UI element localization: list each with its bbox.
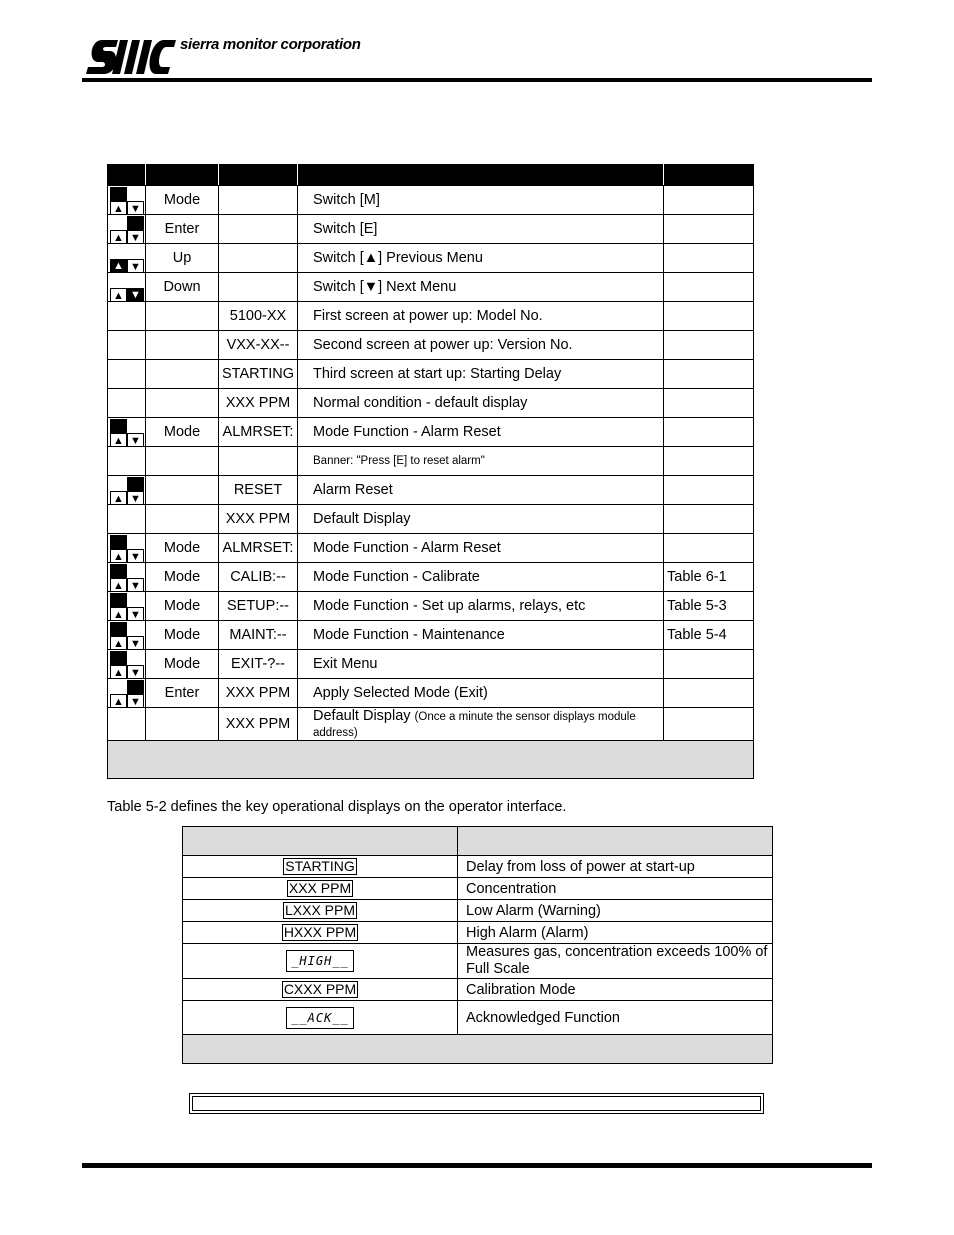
keypad-icon: ▲ ▼ — [109, 622, 145, 650]
display-table-footer — [183, 1035, 773, 1064]
table-row — [108, 389, 754, 418]
description-text: Normal condition - default display — [313, 395, 528, 411]
display-cell: SETUP:-- — [219, 592, 298, 621]
display-cell: ALMRSET: — [219, 418, 298, 447]
menu-table — [107, 164, 754, 779]
description-text: Mode Function - Calibrate — [313, 569, 480, 585]
keypad-cell — [108, 360, 146, 389]
key-name-cell — [146, 476, 219, 505]
display-sample-cell — [183, 856, 458, 878]
description-text: Mode Function - Alarm Reset — [313, 540, 501, 556]
keypad-icon: ▲ ▼ — [109, 593, 145, 621]
reference-cell — [664, 215, 754, 244]
description-cell — [298, 186, 664, 215]
keypad-cell — [108, 418, 146, 447]
description-cell — [298, 534, 664, 563]
description-text: Switch [M] — [313, 192, 380, 208]
description-cell — [298, 563, 664, 592]
display-sample-cell — [183, 979, 458, 1001]
table-row — [108, 505, 754, 534]
reference-cell: Table 6-1 — [664, 563, 754, 592]
display-cell: CALIB:-- — [219, 563, 298, 592]
key-name-cell: Mode — [146, 534, 219, 563]
keypad-cell — [108, 534, 146, 563]
table-row — [183, 878, 773, 900]
keypad-icon: ▲ ▼ — [109, 651, 145, 679]
key-name-cell: Mode — [146, 186, 219, 215]
keypad-cell — [108, 621, 146, 650]
display-sample: STARTING — [285, 858, 355, 874]
description-cell — [298, 447, 664, 476]
description-cell — [298, 621, 664, 650]
display-sample-cell — [183, 900, 458, 922]
description-text: Mode Function - Maintenance — [313, 627, 505, 643]
reference-cell: Table 5-3 — [664, 592, 754, 621]
description-text: Switch [E] — [313, 221, 378, 237]
display-cell — [219, 215, 298, 244]
keypad-cell — [108, 331, 146, 360]
keypad-cell — [108, 505, 146, 534]
keypad-cell — [108, 244, 146, 273]
table-row — [108, 534, 754, 563]
description-note: (Once a minute the sensor displays module address) — [313, 711, 636, 739]
reference-cell — [664, 447, 754, 476]
display-meaning: Delay from loss of power at start-up — [458, 856, 773, 878]
table-row — [108, 447, 754, 476]
table-row — [108, 215, 754, 244]
table-row — [183, 856, 773, 878]
description-cell — [298, 708, 664, 741]
table-row — [108, 708, 754, 741]
keypad-icon: ▲ ▼ — [109, 535, 145, 563]
keypad-cell — [108, 447, 146, 476]
keypad-cell — [108, 650, 146, 679]
key-name-cell — [146, 505, 219, 534]
description-cell — [298, 505, 664, 534]
display-sample: _HIGH__ — [286, 950, 354, 972]
display-cell: 5100-XX — [219, 302, 298, 331]
display-cell: MAINT:-- — [219, 621, 298, 650]
keypad-cell — [108, 302, 146, 331]
table-row — [108, 621, 754, 650]
reference-cell — [664, 650, 754, 679]
key-name-cell: Enter — [146, 215, 219, 244]
display-sample-cell — [183, 1001, 458, 1035]
menu-table-footer — [108, 741, 754, 779]
description-text: Switch [▲] Previous Menu — [313, 250, 483, 266]
menu-table-header — [108, 165, 754, 186]
key-name-cell: Up — [146, 244, 219, 273]
table-row — [108, 418, 754, 447]
display-sample: HXXX PPM — [283, 924, 357, 940]
description-text: Alarm Reset — [313, 482, 393, 498]
description-cell — [298, 389, 664, 418]
table-row — [183, 944, 773, 979]
reference-cell: Table 5-4 — [664, 621, 754, 650]
keypad-cell — [108, 592, 146, 621]
table-row — [183, 1001, 773, 1035]
company-name: sierra monitor corporation — [180, 36, 361, 53]
keypad-icon: ▲ ▼ — [109, 680, 145, 708]
table-row — [108, 563, 754, 592]
display-cell — [219, 273, 298, 302]
reference-cell — [664, 534, 754, 563]
display-cell: ALMRSET: — [219, 534, 298, 563]
reference-cell — [664, 360, 754, 389]
reference-cell — [664, 389, 754, 418]
keypad-icon: ▲ ▼ — [109, 274, 145, 302]
keypad-cell — [108, 215, 146, 244]
display-meaning: Low Alarm (Warning) — [458, 900, 773, 922]
keypad-icon: ▲ ▼ — [109, 477, 145, 505]
display-cell: VXX-XX-- — [219, 331, 298, 360]
reference-cell — [664, 273, 754, 302]
description-text: Second screen at power up: Version No. — [313, 337, 573, 353]
keypad-cell — [108, 476, 146, 505]
description-text: Banner: "Press [E] to reset alarm" — [313, 455, 485, 467]
key-name-cell — [146, 360, 219, 389]
note-box — [189, 1093, 764, 1114]
display-sample-cell — [183, 922, 458, 944]
key-name-cell — [146, 331, 219, 360]
display-meaning: Calibration Mode — [458, 979, 773, 1001]
table-row — [108, 331, 754, 360]
description-text: Switch [▼] Next Menu — [313, 279, 457, 295]
description-cell — [298, 302, 664, 331]
table-row — [108, 273, 754, 302]
footer-rule — [82, 1163, 872, 1168]
display-cell: EXIT-?-- — [219, 650, 298, 679]
display-meaning: Concentration — [458, 878, 773, 900]
key-name-cell — [146, 708, 219, 741]
company-logo — [84, 38, 176, 78]
description-cell — [298, 592, 664, 621]
description-cell — [298, 215, 664, 244]
reference-cell — [664, 476, 754, 505]
table-row — [108, 302, 754, 331]
description-text: Exit Menu — [313, 656, 378, 672]
key-name-cell — [146, 389, 219, 418]
table-row — [183, 922, 773, 944]
keypad-icon: ▲ ▼ — [109, 564, 145, 592]
header-rule — [82, 78, 872, 82]
description-cell — [298, 244, 664, 273]
keypad-cell — [108, 273, 146, 302]
display-cell — [219, 244, 298, 273]
key-name-cell: Enter — [146, 679, 219, 708]
display-cell: XXX PPM — [219, 389, 298, 418]
table-row — [108, 476, 754, 505]
body-paragraph: Table 5-2 defines the key operational displays on the operator interface. — [107, 799, 567, 815]
key-name-cell — [146, 302, 219, 331]
key-name-cell: Down — [146, 273, 219, 302]
description-text: Mode Function - Set up alarms, relays, etc — [313, 598, 586, 614]
description-cell — [298, 360, 664, 389]
keypad-cell — [108, 708, 146, 741]
display-table — [182, 826, 773, 1064]
display-cell: RESET — [219, 476, 298, 505]
reference-cell — [664, 302, 754, 331]
table-row — [108, 244, 754, 273]
keypad-cell — [108, 389, 146, 418]
description-cell — [298, 273, 664, 302]
reference-cell — [664, 505, 754, 534]
key-name-cell: Mode — [146, 621, 219, 650]
display-cell: STARTING — [219, 360, 298, 389]
table-row — [108, 592, 754, 621]
reference-cell — [664, 244, 754, 273]
key-name-cell: Mode — [146, 418, 219, 447]
table-row — [108, 360, 754, 389]
display-sample-cell — [183, 944, 458, 979]
display-sample: __ACK__ — [286, 1007, 354, 1029]
description-cell — [298, 650, 664, 679]
display-sample: CXXX PPM — [283, 981, 357, 997]
display-meaning: High Alarm (Alarm) — [458, 922, 773, 944]
keypad-cell — [108, 679, 146, 708]
description-text: Third screen at start up: Starting Delay — [313, 366, 562, 382]
keypad-icon: ▲ ▼ — [109, 216, 145, 244]
description-text: Apply Selected Mode (Exit) — [313, 685, 488, 701]
keypad-icon: ▲ ▼ — [109, 419, 145, 447]
keypad-cell — [108, 186, 146, 215]
display-sample: LXXX PPM — [284, 902, 356, 918]
reference-cell — [664, 679, 754, 708]
key-name-cell: Mode — [146, 592, 219, 621]
keypad-icon: ▲ ▼ — [109, 187, 145, 215]
display-meaning: Acknowledged Function — [458, 1001, 773, 1035]
display-sample-cell — [183, 878, 458, 900]
key-name-cell: Mode — [146, 563, 219, 592]
table-row — [108, 679, 754, 708]
display-meaning: Measures gas, concentration exceeds 100% of Full Scale — [458, 944, 773, 979]
table-row — [183, 979, 773, 1001]
description-text: Default Display — [313, 708, 411, 724]
reference-cell — [664, 708, 754, 741]
description-cell — [298, 679, 664, 708]
display-cell: XXX PPM — [219, 708, 298, 741]
description-cell — [298, 331, 664, 360]
display-cell: XXX PPM — [219, 679, 298, 708]
table-row — [108, 650, 754, 679]
table-row — [108, 186, 754, 215]
display-sample: XXX PPM — [288, 880, 352, 896]
reference-cell — [664, 418, 754, 447]
key-name-cell: Mode — [146, 650, 219, 679]
display-table-header — [183, 827, 773, 856]
description-text: Mode Function - Alarm Reset — [313, 424, 501, 440]
display-cell — [219, 186, 298, 215]
key-name-cell — [146, 447, 219, 476]
description-cell — [298, 476, 664, 505]
description-text: Default Display — [313, 511, 411, 527]
display-cell: XXX PPM — [219, 505, 298, 534]
display-cell — [219, 447, 298, 476]
reference-cell — [664, 186, 754, 215]
table-row — [183, 900, 773, 922]
description-cell — [298, 418, 664, 447]
keypad-cell — [108, 563, 146, 592]
reference-cell — [664, 331, 754, 360]
keypad-icon: ▲ ▼ — [109, 245, 145, 273]
description-text: First screen at power up: Model No. — [313, 308, 543, 324]
